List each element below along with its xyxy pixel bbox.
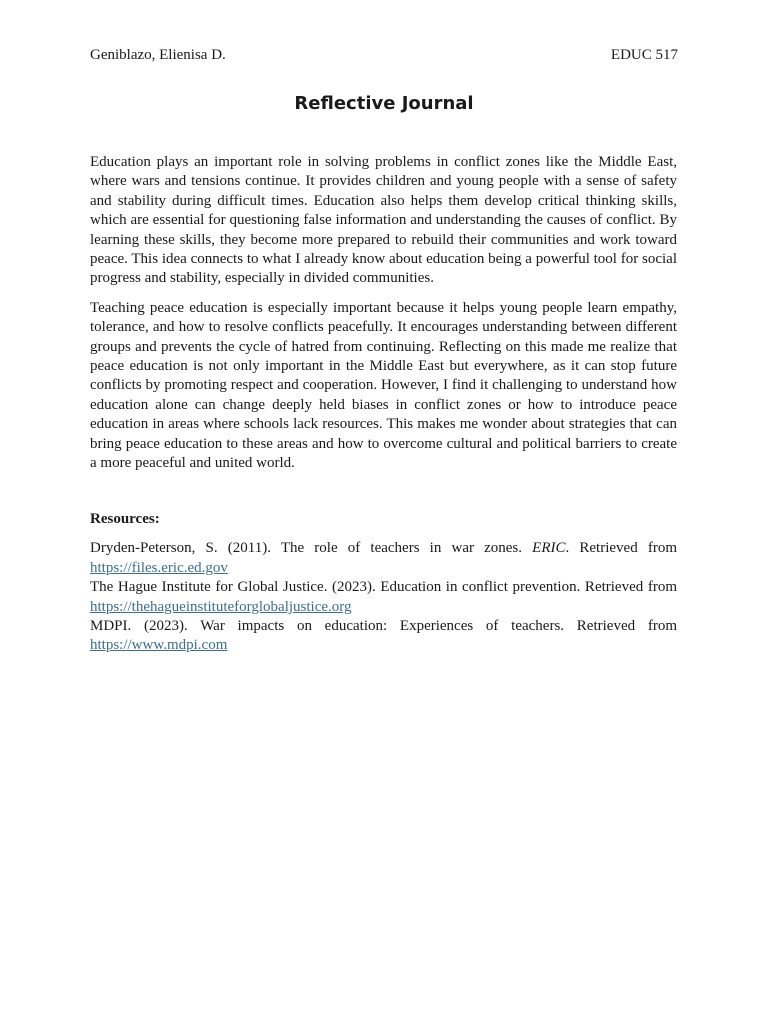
reference-link[interactable]: https://files.eric.ed.gov	[90, 559, 228, 576]
paragraph-1: Education plays an important role in solving problems in conflict zones like the Middle East, where wars and tensions continue. It provides children and young people with a sense of safety and stability during difficult times. Education also helps them develop critical thinking skills, which are essential for questioning false information and understanding the causes of conflict. By learning these skills, they become more prepared to rebuild their communities and work toward peace. This idea connects to what I already know about education being a powerful tool for social progress and stability, especially in divided communities.	[90, 154, 677, 287]
reference-text: Dryden-Peterson, S. (2011). The role of teachers in war zones.	[90, 540, 533, 557]
resources-heading: Resources:	[90, 511, 160, 527]
reference-item	[90, 578, 677, 617]
author-name: Geniblazo, Elienisa D.	[90, 47, 226, 63]
reference-link[interactable]: https://thehagueinstituteforglobaljustice.org	[90, 598, 352, 615]
reference-link[interactable]: https://www.mdpi.com	[90, 637, 228, 654]
reference-suffix: . Retrieved from	[565, 540, 678, 557]
resources-section	[90, 510, 677, 656]
reference-source: ERIC	[532, 540, 566, 557]
page-header	[90, 45, 678, 65]
document-title: Reflective Journal	[294, 93, 474, 114]
journal-body	[90, 153, 677, 484]
course-code: EDUC 517	[610, 47, 678, 63]
reference-item	[90, 617, 677, 656]
reference-text: MDPI. (2023). War impacts on education: Experiences of teachers. Retrieved from	[90, 618, 677, 635]
paragraph-2: Teaching peace education is especially important because it helps young people learn empathy, tolerance, and how to resolve conflicts peacefully. It encourages understanding between different groups and prevents the cycle of hatred from continuing. Reflecting on this made me realize that peace education is not only important in the Middle East but everywhere, as it can stop future conflicts by promoting respect and cooperation. However, I find it challenging to understand how education alone can change deeply held biases in conflict zones or how to introduce peace education in areas where schools lack resources. This makes me wonder about strategies that can bring peace education to these areas and how to overcome cultural and political barriers to create a more peaceful and united world.	[90, 299, 677, 472]
reference-text: The Hague Institute for Global Justice. (2023). Education in conflict prevention. Retrieved from	[90, 579, 677, 596]
reference-item	[90, 539, 677, 578]
